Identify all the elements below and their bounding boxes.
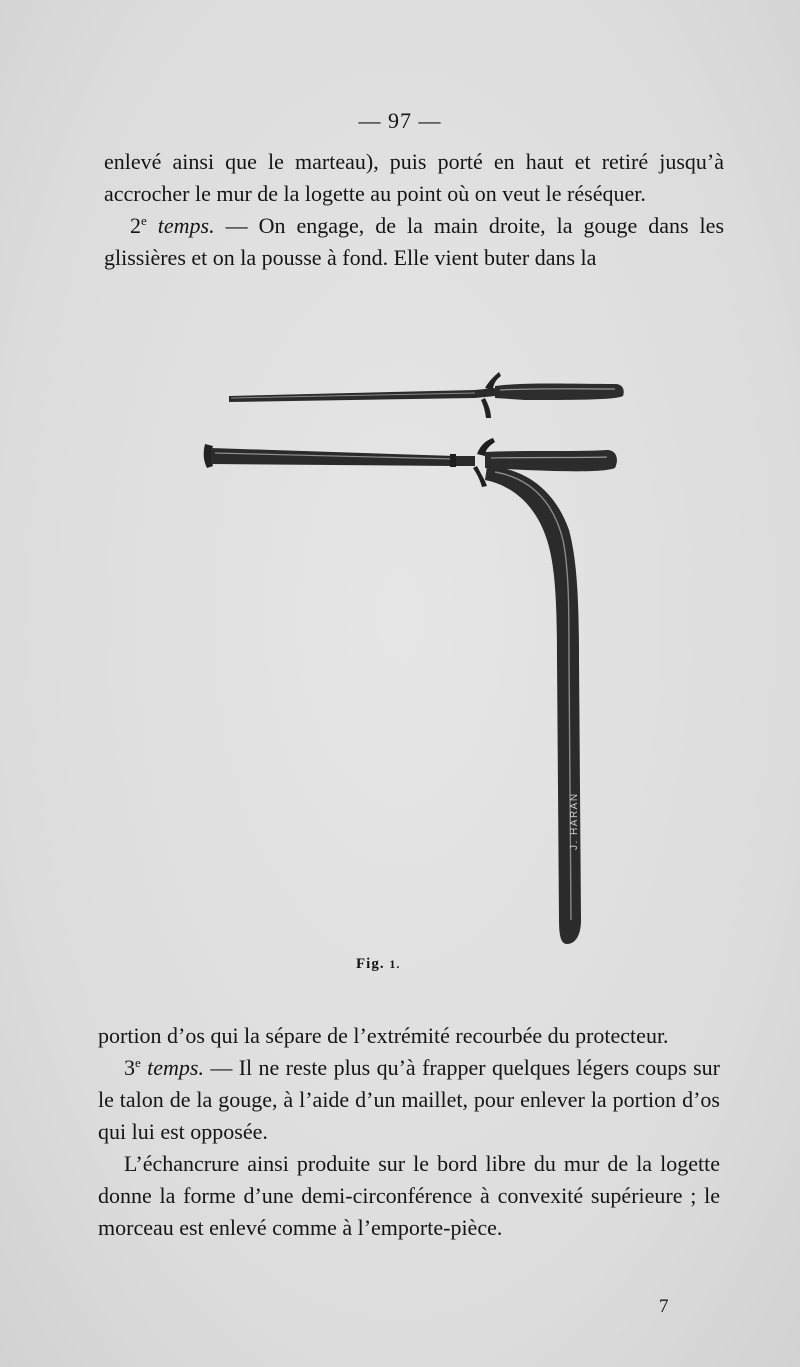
bottom-text-block	[98, 1020, 720, 1244]
paragraph-continuation-2: portion d’os qui la sépare de l’extrémité recourbée du protecteur.	[98, 1023, 669, 1048]
figure-caption-number: 1.	[389, 957, 401, 971]
step-3-label: temps.	[140, 1055, 204, 1080]
figure-caption	[356, 956, 400, 973]
step-3-sup: e	[135, 1055, 141, 1070]
instrument-maker-mark: J. HARAN	[569, 792, 580, 850]
step-2-sup: e	[141, 213, 147, 228]
surgical-instrument-figure	[195, 360, 635, 980]
top-text-block	[104, 146, 724, 274]
figure-caption-prefix: Fig.	[356, 956, 385, 972]
protector-instrument	[204, 438, 617, 944]
step-2-label: temps.	[146, 213, 215, 238]
paragraph-result: L’échancrure ainsi produite sur le bord libre du mur de la logette donne la forme d’une demi-circonférence à convexité supérieure ; le morceau est enlevé comme à l’emporte-pièce.	[98, 1151, 720, 1240]
paragraph-continuation: enlevé ainsi que le marteau), puis porté en haut et retiré jusqu’à accrocher le mur de la logette au point où on veut le réséquer.	[104, 149, 724, 206]
step-2-ordinal: 2	[130, 213, 141, 238]
paragraph-step-3	[98, 1052, 720, 1148]
gouge-instrument	[229, 372, 624, 418]
paragraph-step-2	[104, 210, 724, 274]
step-2-text: — On engage, de la main droite, la gouge dans les glissières et on la pousse à fond. Elle vient buter dans la	[104, 213, 725, 270]
page-number: — 97 —	[358, 108, 442, 133]
step-3-ordinal: 3	[124, 1055, 135, 1080]
signature-mark: 7	[659, 1296, 669, 1317]
step-3-text: — Il ne reste plus qu’à frapper quelques légers coups sur le talon de la gouge, à l’aide d’un maillet, pour enlever la portion d’os qui lui est opposée.	[98, 1055, 721, 1144]
